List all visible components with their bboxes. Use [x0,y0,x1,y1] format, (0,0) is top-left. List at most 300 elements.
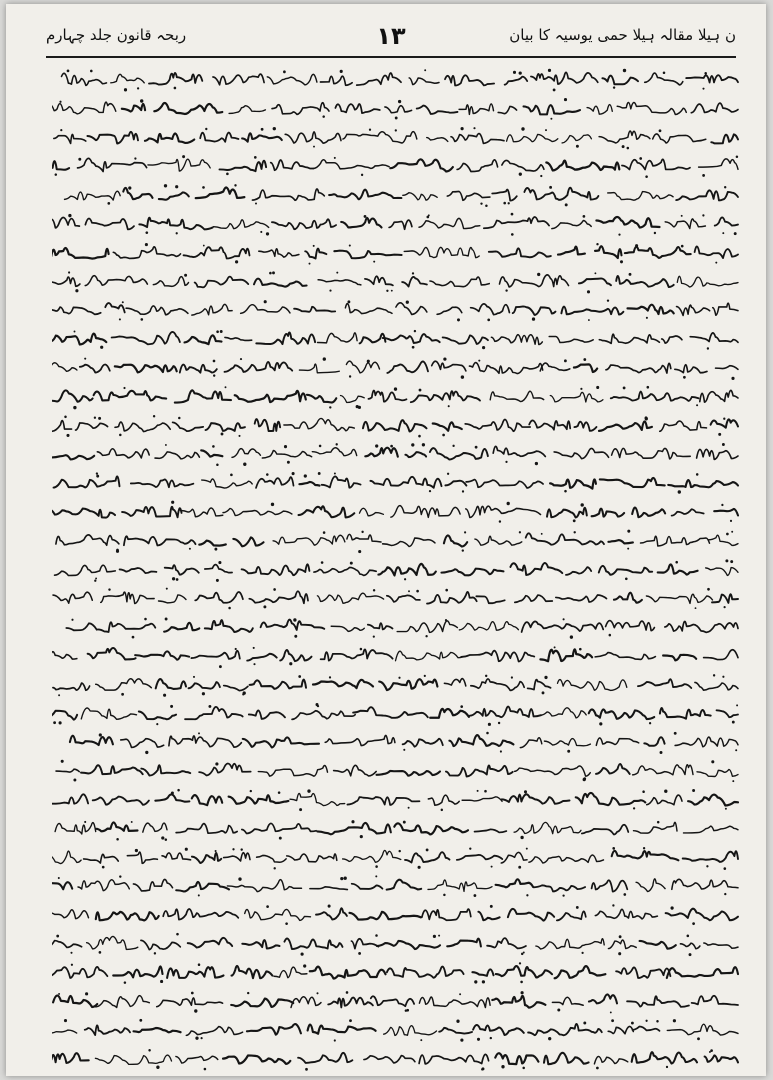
ink-word [273,535,345,545]
ink-dot [452,445,454,447]
ink-word [680,943,700,948]
ink-dot [349,244,351,246]
ink-dot [526,847,528,849]
ink-dot [242,693,244,695]
handwriting-stroke [52,784,740,813]
ink-dot [583,777,586,780]
ink-dot [395,116,398,119]
ink-word [52,710,77,719]
ink-dot [213,374,215,376]
ink-dot [182,156,185,159]
ink-word [427,137,448,141]
ink-dot [596,1067,599,1070]
ink-dot [418,865,421,868]
ink-word [502,794,570,803]
text-line [52,294,740,323]
ink-dot [563,618,565,620]
ink-word [131,480,194,488]
ink-dot [303,964,306,967]
text-line [52,554,740,583]
ink-word [334,250,401,258]
ink-word [475,536,522,545]
ink-dot [416,590,419,593]
text-line [52,986,740,1015]
ink-word [53,593,92,604]
ink-dot [482,980,485,983]
ink-dot [174,87,177,90]
ink-dot [574,531,576,533]
ink-word [510,563,562,575]
ink-dot [319,445,322,448]
ink-dot [540,175,542,177]
ink-dot [285,922,288,925]
text-line [52,93,740,122]
handwriting-stroke [52,554,740,583]
ink-dot [213,360,216,363]
ink-word [192,852,221,862]
ink-word [377,941,440,949]
ink-word [492,995,545,1007]
text-line [52,467,740,496]
handwriting-stroke [52,294,740,323]
ink-dot [215,762,218,765]
ink-word [231,998,293,1006]
ink-dot [202,186,205,189]
ink-dot [403,820,406,823]
text-line [52,582,740,611]
ink-dot [198,963,201,966]
ink-word [52,420,72,431]
ink-word [528,1024,602,1035]
ink-word [711,419,738,427]
ink-word [676,191,738,201]
ink-dot [198,733,200,735]
ink-dot [726,532,729,535]
text-line [52,64,740,93]
ink-word [713,304,738,316]
ink-word [85,219,134,230]
ink-word [387,361,428,372]
ink-dot [334,473,336,475]
ink-dot [240,358,242,360]
ink-word [180,508,222,517]
ink-dot [347,301,350,304]
ink-word [663,655,696,661]
ink-dot [283,70,286,73]
ink-word [492,190,517,201]
ink-word [665,622,738,633]
ink-word [562,134,591,142]
ink-word [558,679,627,690]
page-number: ١٣ [376,22,406,50]
ink-word [475,829,507,832]
ink-word [126,306,188,315]
ink-dot [373,636,375,638]
ink-word [242,823,316,833]
ink-word [70,736,113,745]
ink-word [88,648,136,659]
ink-dot [228,607,230,610]
ink-dot [78,158,81,161]
ink-dot [329,406,331,408]
ink-word [383,334,440,343]
ink-word [115,365,177,373]
ink-dot [154,952,156,954]
ink-word [308,1025,376,1034]
ink-dot [420,1039,422,1041]
text-line [52,726,740,755]
ink-word [249,710,285,718]
handwriting-stroke [52,813,740,842]
ink-word [148,160,210,172]
ink-dot [520,980,523,983]
ink-word [459,622,518,631]
ink-dot [128,187,131,190]
ink-word [441,568,503,575]
ink-dot [238,878,241,881]
ink-word [164,623,199,632]
ink-dot [108,589,110,591]
ink-dot [562,895,564,897]
ink-dot [254,156,257,159]
ink-dot [202,692,205,695]
ink-word [254,278,307,286]
ink-word [596,764,630,774]
ink-word [284,418,354,430]
ink-word [419,1054,489,1063]
ink-word [195,592,243,603]
ink-word [608,1027,633,1034]
ink-dot [67,70,70,73]
page-header [46,22,736,58]
ink-dot [520,835,523,838]
ink-dot [414,330,416,332]
ink-dot [521,991,524,994]
ink-dot [722,675,724,677]
ink-dot [429,490,431,492]
ink-dot [318,472,321,475]
ink-word [636,879,665,892]
ink-dot [84,358,86,360]
ink-dot [730,520,732,522]
ink-word [594,1057,627,1064]
ink-dot [735,750,737,752]
ink-word [242,564,310,575]
ink-dot [164,184,167,187]
ink-word [176,823,237,833]
ink-dot [344,877,347,880]
ink-word [675,737,738,747]
ink-word [52,509,115,518]
ink-word [711,134,738,143]
ink-dot [725,808,727,810]
ink-dot [627,529,630,532]
ink-dot [287,461,290,464]
ink-dot [61,760,64,763]
ink-dot [576,144,579,147]
handwriting-stroke [52,266,740,295]
ink-word [233,537,263,546]
ink-dot [132,636,135,639]
ink-dot [499,520,501,523]
ink-word [122,507,181,517]
ink-dot [64,1019,67,1022]
ink-word [403,193,437,201]
ink-dot [375,934,378,937]
ink-dot [161,836,164,839]
ink-word [589,994,617,1003]
ink-dot [264,301,267,304]
ink-word [496,880,533,888]
handwriting-stroke [52,467,740,496]
ink-dot [642,790,645,793]
ink-dot [144,618,147,621]
ink-word [566,567,591,575]
text-line [52,957,740,986]
ink-word [444,678,465,685]
ink-word [665,219,705,229]
ink-dot [654,232,656,234]
handwriting-stroke [52,957,740,986]
ink-word [461,651,534,662]
ink-word [716,366,739,370]
ink-word [256,333,315,345]
ink-dot [404,578,406,580]
ink-dot [90,70,93,73]
ink-dot [519,531,521,533]
ink-dot [503,202,506,205]
ink-word [653,134,706,143]
ink-word [78,159,147,172]
ink-word [165,565,199,575]
ink-word [55,565,116,575]
ink-word [149,73,202,85]
ink-word [697,770,738,777]
ink-dot [443,894,445,897]
ink-word [250,679,306,688]
handwriting-stroke [52,525,740,554]
ink-dot [583,1022,586,1025]
ink-dot [519,173,522,176]
ink-word [612,850,679,859]
ink-dot [234,184,236,186]
ink-dot [645,416,648,419]
ink-dot [673,1019,676,1022]
ink-word [52,883,72,890]
ink-dot [706,865,708,867]
ink-dot [85,992,88,995]
ink-dot [664,789,667,792]
ink-dot [418,434,421,437]
ink-word [446,766,513,777]
ink-word [256,477,294,488]
ink-word [658,564,698,574]
ink-word [96,822,137,831]
ink-dot [550,118,552,120]
ink-word [677,305,710,315]
ink-dot [484,790,487,793]
ink-dot [623,69,626,72]
ink-dot [505,289,507,291]
ink-word [214,220,269,229]
ink-word [599,131,650,143]
ink-word [536,939,604,949]
ink-dot [635,244,638,247]
ink-dot [313,245,315,247]
ink-word [314,567,376,575]
ink-dot [307,789,310,792]
ink-word [98,622,156,632]
ink-dot [73,779,76,782]
ink-dot [570,636,573,639]
ink-word [252,189,324,200]
ink-dot [462,549,464,551]
ink-word [444,535,467,546]
ink-dot [620,260,623,263]
ink-dot [482,1068,485,1071]
ink-word [65,191,121,200]
ink-dot [75,289,78,292]
ink-word [645,73,683,85]
text-line [52,1014,740,1043]
ink-word [396,303,427,315]
ink-word [684,826,739,833]
ink-word [632,508,665,518]
ink-word [95,1055,171,1064]
ink-word [205,564,232,572]
ink-word [471,304,510,315]
ink-word [387,966,464,977]
text-line [52,899,740,928]
ink-word [364,1056,415,1063]
ink-word [465,419,530,431]
ink-dot [564,490,567,493]
ink-word [599,565,652,574]
ink-word [185,706,243,718]
ink-word [686,75,738,82]
ink-dot [96,473,98,475]
ink-word [85,1026,130,1036]
ink-word [582,824,629,834]
ink-word [199,540,226,545]
ink-word [469,363,542,374]
ink-dot [216,331,219,334]
ink-word [52,1030,77,1033]
ink-dot [367,360,370,363]
ink-dot [279,836,282,839]
ink-dot [611,1020,614,1023]
text-line [52,698,740,727]
handwriting-stroke [52,726,740,755]
ink-word [247,1024,301,1035]
ink-dot [711,760,714,763]
ink-word [52,217,79,227]
ink-dot [505,461,507,463]
ink-dot [123,387,125,389]
ink-dot [441,808,443,811]
ink-dot [629,272,632,275]
text-line [52,1072,740,1076]
ink-dot [424,69,426,71]
ink-word [299,506,355,517]
ink-word [307,395,336,403]
ink-dot [350,561,353,564]
ink-word [360,508,384,516]
ink-word [544,739,590,746]
ink-word [141,940,180,949]
ink-word [317,594,383,604]
ink-dot [513,71,516,74]
ink-word [546,161,619,171]
ink-dot [541,533,543,535]
ink-dot [145,231,148,234]
ink-word [644,738,664,746]
ink-word [232,966,273,978]
handwriting-stroke [52,93,740,122]
ink-word [141,765,190,775]
ink-dot [519,962,521,964]
ink-dot [398,100,401,103]
ink-dot [373,589,375,592]
ink-word [717,710,739,717]
ink-word [639,391,699,400]
ink-dot [349,1020,352,1023]
ink-word [261,620,325,630]
ink-dot [74,331,76,333]
ink-dot [548,69,551,72]
ink-dot [580,387,582,389]
ink-word [52,277,80,286]
ink-dot [230,474,233,477]
text-line [52,813,740,842]
ink-word [232,449,260,458]
ink-word [540,363,570,371]
ink-dot [660,751,663,754]
ink-word [667,967,738,978]
ink-dot [426,848,429,851]
ink-word [322,477,361,488]
ink-dot [456,1020,459,1023]
ink-dot [474,980,477,983]
ink-dot [722,232,724,234]
handwriting-stroke [52,208,740,237]
ink-word [341,395,365,402]
ink-word [371,996,414,1006]
ink-dot [723,417,725,419]
ink-word [85,275,147,285]
ink-dot [461,375,464,378]
ink-word [595,909,657,918]
handwriting-stroke [52,496,740,525]
ink-word [370,477,441,488]
ink-dot [412,346,415,349]
ink-word [124,536,196,545]
ink-word [647,795,682,805]
ink-word [243,738,319,748]
ink-dot [715,261,717,263]
ink-dot [607,300,609,302]
ink-word [706,567,738,575]
ink-dot [447,473,449,475]
ink-word [66,623,97,630]
ink-word [52,851,81,863]
ink-dot [99,734,102,737]
ink-word [186,1027,242,1036]
ink-dot [696,473,699,476]
ink-dot [464,531,466,533]
ink-dot [548,1037,551,1040]
ink-dot [298,675,301,678]
